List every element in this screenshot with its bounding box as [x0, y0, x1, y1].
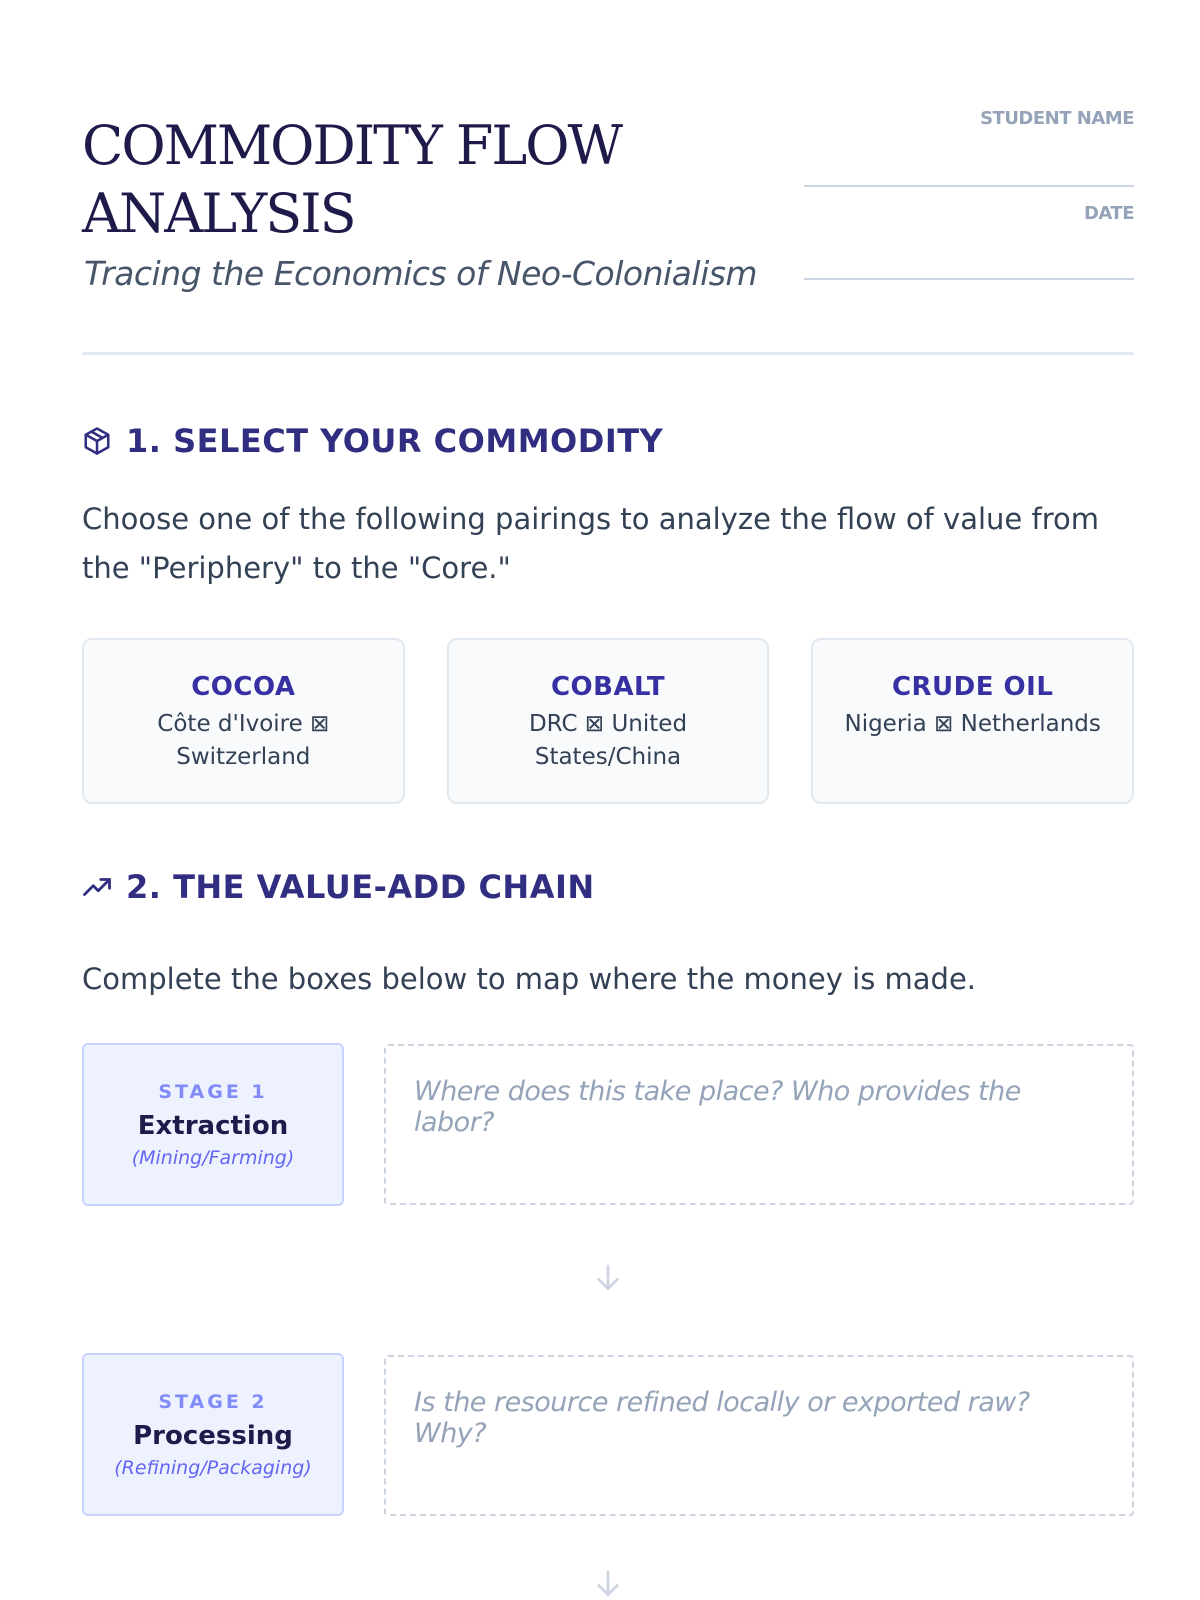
arrow-down-icon: [592, 1262, 624, 1294]
trending-up-icon: [82, 872, 112, 902]
page-title: COMMODITY FLOW ANALYSIS: [82, 114, 621, 245]
date-field[interactable]: [804, 278, 1134, 280]
stage-name: Extraction: [137, 1111, 289, 1141]
date-label: DATE: [1083, 203, 1134, 224]
stage-2-answer-input[interactable]: [384, 1355, 1134, 1516]
stage-number: STAGE 2: [158, 1391, 268, 1413]
header-divider: [82, 352, 1134, 355]
stage-name: Processing: [133, 1421, 293, 1451]
commodity-name: CRUDE OIL: [891, 672, 1054, 702]
section-2-intro: Complete the boxes below to map where the money is made.: [82, 962, 977, 996]
commodity-options: [82, 638, 1134, 804]
commodity-route: DRC ⊠ United States/China: [528, 711, 688, 770]
stage-subtitle: (Refining/Packaging): [114, 1457, 312, 1479]
student-name-field[interactable]: [804, 185, 1134, 187]
section-1-title: 1. SELECT YOUR COMMODITY: [126, 422, 664, 460]
student-name-label: STUDENT NAME: [980, 108, 1134, 129]
stage-subtitle: (Mining/Farming): [131, 1147, 295, 1169]
stage-1-card: [82, 1043, 344, 1206]
cube-icon: [82, 426, 112, 456]
commodity-name: COBALT: [550, 672, 666, 702]
section-2-title: 2. THE VALUE-ADD CHAIN: [126, 868, 595, 906]
page-subtitle: Tracing the Economics of Neo-Colonialism: [84, 254, 758, 293]
commodity-route: Côte d'Ivoire ⊠ Switzerland: [157, 711, 330, 770]
stage-number: STAGE 1: [158, 1081, 268, 1103]
section-1-heading: [82, 422, 663, 460]
commodity-name: COCOA: [191, 672, 296, 702]
stage-2-card: [82, 1353, 344, 1516]
commodity-card-crude-oil[interactable]: [811, 638, 1134, 804]
commodity-card-cobalt[interactable]: [447, 638, 770, 804]
worksheet: [82, 0, 1134, 1600]
section-1-intro: Choose one of the following pairings to analyze the flow of value from the "Periphery" to the "Core.": [82, 502, 1099, 585]
section-2-heading: [82, 868, 595, 906]
commodity-route: Nigeria ⊠ Netherlands: [844, 711, 1101, 737]
arrow-down-icon: [592, 1568, 624, 1600]
commodity-card-cocoa[interactable]: [82, 638, 405, 804]
stage-1-answer-input[interactable]: [384, 1044, 1134, 1205]
